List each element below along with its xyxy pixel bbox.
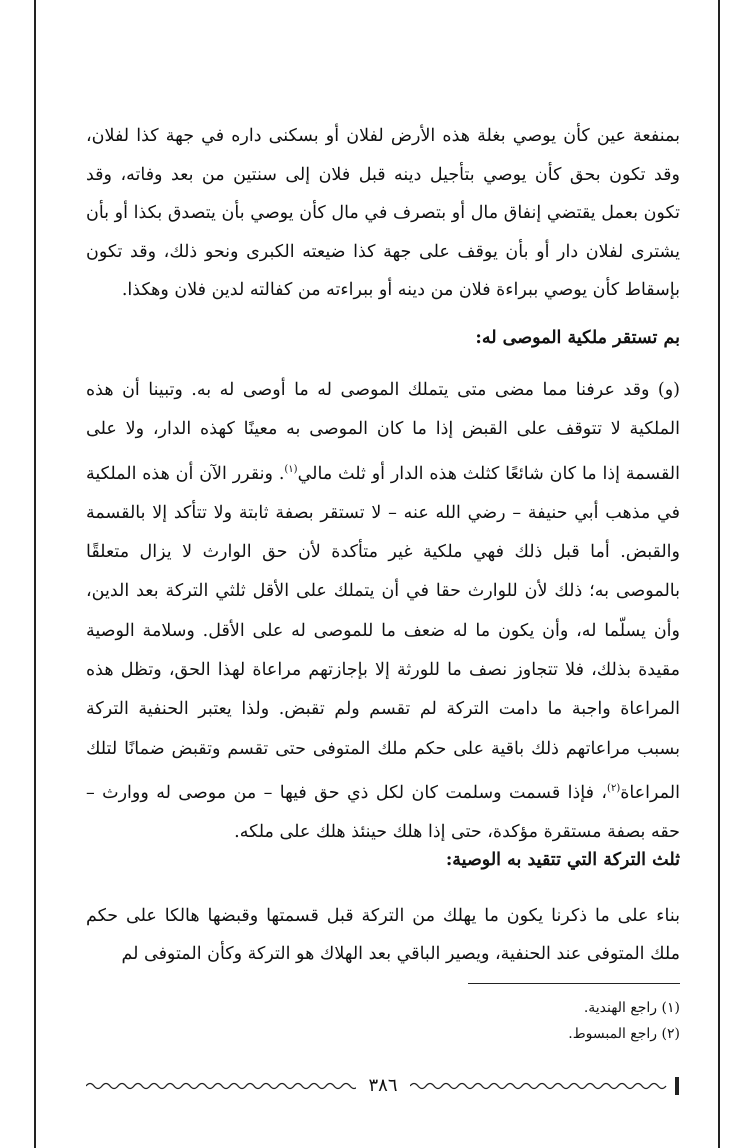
section-heading-1: بم تستقر ملكية الموصى له:: [475, 328, 680, 348]
paragraph-2-part-2: . ونقرر الآن أن هذه الملكية في مذهب أبي حنيفة – رضي الله عنه – لا تستقر بصفة ثابتة ولا تتأكد إلا بالقسمة والقبض. أما قبل ذلك فهي ملكية غير متأكدة لأن حق الوارث لا يزال متعلقًا بالموصى به؛ ذلك لأن للوارث حقا في أن يتملك على الأقل ثلثي التركة بعد الدين، وأن يسلّما له، وأن يكون ما له ضعف ما للموصى له على الأقل. وسلامة الوصية مقيدة بذلك، فلا تتجاوز نصف ما للورثة إلا بإجازتهم مراعاة لهذا الحق، وتظل هذه المراعاة واجبة ما دامت التركة لم تقسم ولم تقبض. ولذا يعتبر الحنفية التركة بسبب مراعاتهم ذلك باقية على حكم ملك المتوفى حتى تقسم وتقبض ضمانًا لتلك المراعاة: [86, 463, 680, 803]
paragraph-2-part-1: (و) وقد عرفنا مما مضى متى يتملك الموصى له ما أوصى له به. وتبينا أن هذه الملكية لا تتوقف على القبض إذا ما كان الموصى به معينًا كهذه الدار، ولا على القسمة إذا ما كان شائعًا كثلث هذه الدار أو ثلث مالي: [86, 380, 680, 484]
footnote-ref-1: (١): [284, 463, 298, 475]
section-heading-2: ثلث التركة التي تتقيد به الوصية:: [445, 850, 680, 870]
footnotes-list: [86, 995, 680, 1047]
footnote-2: [86, 1021, 680, 1047]
footnote-ref-2: (٢): [607, 782, 621, 794]
paragraph-2: [86, 371, 680, 852]
page-number: ٣٨٦: [368, 1075, 398, 1096]
footnote-2-text: راجع المبسوط.: [568, 1026, 658, 1042]
paragraph-2-part-3: ، فإذا قسمت وسلمت كان لكل ذي حق فيها – من موصى له ووارث – حقه بصفة مستقرة مؤكدة، حتى إذا هلك حينئذ هلك على ملكه.: [86, 782, 680, 842]
footnote-1: [86, 995, 680, 1021]
paragraph-1: بمنفعة عين كأن يوصي بغلة هذه الأرض لفلان أو بسكنى داره في جهة كذا لفلان، وقد تكون بحق كأن يوصي بتأجيل دينه قبل فلان إلى سنتين من بعد وفاته، وقد تكون بعمل يقتضي إنفاق مال أو بتصرف في مال كأن يوصي بأن يتصدق بكذا أو بأن يشترى لفلان دار أو بأن يوقف على جهة كذا ضيعته الكبرى ونحو ذلك، وقد تكون بإسقاط كأن يوصي ببراءة فلان من دينه أو ببراءته من كفالته لدين فلان وهكذا.: [86, 126, 680, 300]
wave-ornament-right: [410, 1079, 672, 1093]
page-edge-left: [34, 0, 36, 1148]
footnote-1-marker: (١): [661, 1000, 680, 1016]
wave-ornament-left: [86, 1079, 356, 1093]
page-content: [86, 0, 680, 1148]
page-edge-right: [718, 0, 720, 1148]
page-footer: [86, 1074, 680, 1098]
footnote-1-text: راجع الهندية.: [583, 1000, 658, 1016]
paragraph-3: بناء على ما ذكرنا يكون ما يهلك من التركة قبل قسمتها وقبضها هالكا على حكم ملك المتوفى عند الحنفية، ويصير الباقي بعد الهلاك هو التركة وكأن المتوفى لم: [86, 906, 680, 964]
footnote-separator: [468, 983, 680, 984]
footnote-2-marker: (٢): [661, 1026, 680, 1042]
footer-end-bar: [675, 1077, 679, 1095]
